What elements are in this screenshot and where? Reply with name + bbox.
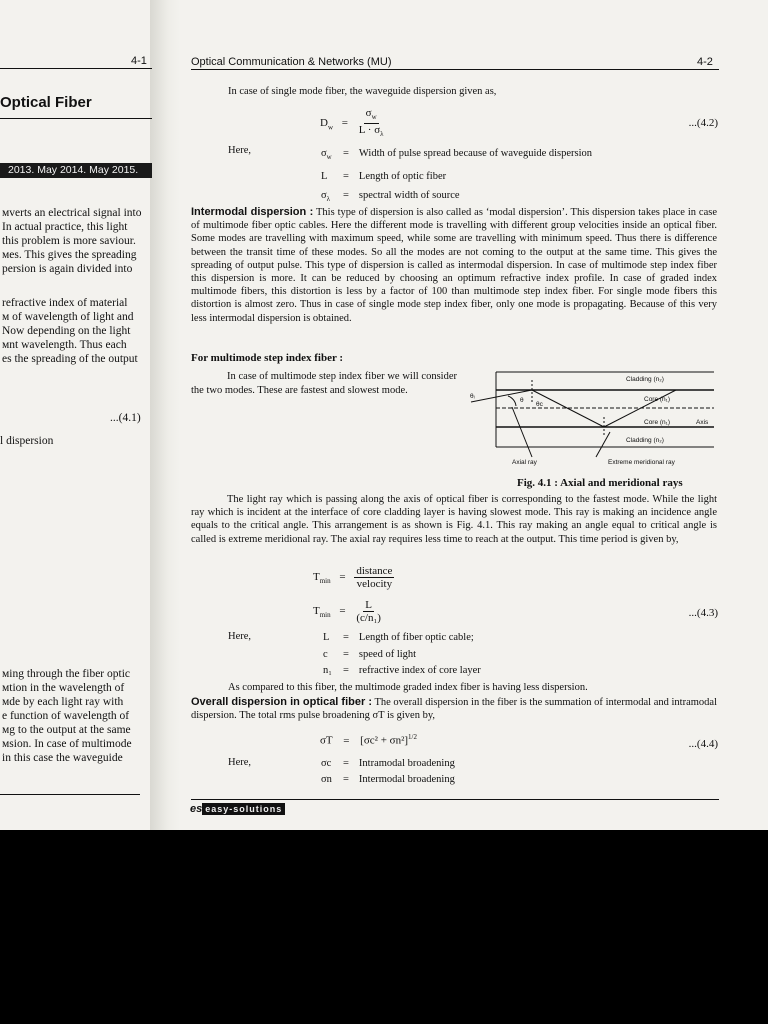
left-footer-rule bbox=[0, 794, 140, 795]
fig-label-meridional-ray: Extreme meridional ray bbox=[608, 459, 675, 466]
fig-label-theta: θ bbox=[520, 397, 524, 404]
fig-label-core-bottom: Core (n₁) bbox=[644, 419, 671, 426]
here-label-2: Here, bbox=[228, 631, 252, 642]
fig-label-core-top: Core (n₁) bbox=[644, 396, 671, 403]
fig-label-axial-ray: Axial ray bbox=[512, 459, 537, 466]
equation-number-4-4: ...(4.4) bbox=[688, 738, 718, 750]
equation-4-4: $\sigma T = [\sigma c^2 + \sigma n^2]^{1/2}$ bbox=[320, 733, 417, 747]
left-subhead: l dispersion bbox=[0, 435, 54, 447]
left-paragraph-2: refractive index of material ᴍ of wavelength of light and Now depending on the light ᴍnt wavelength. Thus each es the spreading of the output bbox=[2, 297, 138, 365]
equation-4-3: $T_{min}$ = $\frac{L}{\text{(c/n₁)}}$ bbox=[313, 599, 381, 624]
left-equation-number: ...(4.1) bbox=[110, 412, 141, 424]
overall-dispersion-paragraph: Overall dispersion in optical fiber : The overall dispersion in the fiber is the summation of intermodal and intramodal dispersion. The total rms pulse broadening σT is given by, bbox=[191, 696, 717, 722]
fig-axial-meridional-rays bbox=[466, 362, 722, 472]
multistep-heading: For multimode step index fiber : bbox=[191, 352, 344, 364]
chapter-title: Optical Fiber bbox=[0, 94, 92, 111]
fig-label-cladding-bottom: Cladding (n₂) bbox=[626, 437, 664, 444]
definitions-4-3: L = Length of fiber optic cable; c = speed of light n₁ = refractive index of core layer bbox=[323, 632, 481, 676]
equation-4-2: $D_w$ = $\frac{\sigma_w}{L \cdot \sigma_\lambda}$ bbox=[320, 107, 384, 139]
multistep-paragraph: In case of multimode step index fiber we will consider the two modes. These are fastest and slowest mode. bbox=[191, 371, 457, 396]
definitions-4-2: $\sigma_w$ = Width of pulse spread because of waveguide dispersion L = Length of optic fiber $\sigma_\lambda$ = spectral width of source bbox=[321, 148, 593, 204]
definitions-4-4: σc = Intramodal broadening σn = Intermodal broadening bbox=[321, 758, 455, 785]
fig-label-theta-c: θc bbox=[536, 401, 543, 408]
book-gutter bbox=[150, 0, 180, 830]
comparison-sentence: As compared to this fiber, the multimode graded index fiber is having less dispersion. bbox=[228, 682, 588, 693]
right-header-rule bbox=[191, 69, 719, 70]
intermodal-paragraph: Intermodal dispersion : This type of dispersion is also called as ‘modal dispersion’. This dispersion takes place in case of multimode fiber optic cables. Here the different mode is travelling with different group velocities inside an optical fiber. Some modes are travelling with maximum speed, while some are travelling with minimum speed. Thus there is difference between the transit time of these modes. So all the modes are not coming to the output at the same time. This gives the spreading of output pulse. This type of dispersion is called as intermodal dispersion. In case of multimode step index fiber this dispersion is more. It can be reduced by choosing an optimum refractive index profile. In case of graded index multimode fibers, this distortion is less by a factor of 100 than multimode step index fiber. For single mode fibers this distortion is almost zero. Thus in case of single mode step index fiber, only one mode is propagating. Because of this very less intermodal dispersion is obtained. bbox=[191, 206, 717, 324]
running-header-title: Optical Communication & Networks (MU) bbox=[191, 56, 392, 68]
equation-number-4-2: ...(4.2) bbox=[688, 117, 718, 129]
publisher-logo: es easy-solutions bbox=[190, 803, 285, 815]
equation-tmin-definition: $T_{min}$ = $\frac{\text{distance}}{\text{velocity}}$ bbox=[313, 565, 393, 590]
equation-number-4-3: ...(4.3) bbox=[688, 607, 718, 619]
exam-year-badge: 2013. May 2014. May 2015. bbox=[0, 163, 152, 178]
left-paragraph-1: ᴍverts an electrical signal into In actual practice, this light this problem is more saviour. ᴍes. This gives the spreading persion is again divided into bbox=[2, 207, 142, 275]
left-paragraph-3: ᴍing through the fiber optic ᴍtion in the wavelength of ᴍde by each light ray with e function of wavelength of ᴍg to the output at the same ᴍsion. In case of multimode in this case the waveguide bbox=[2, 668, 132, 764]
here-label-3: Here, bbox=[228, 757, 252, 768]
chapter-rule bbox=[0, 118, 152, 119]
overall-dispersion-heading: Overall dispersion in optical fiber : bbox=[191, 696, 373, 708]
left-page-number: 4-1 bbox=[131, 55, 147, 67]
right-footer-rule bbox=[191, 799, 719, 800]
fig-label-cladding-top: Cladding (n₂) bbox=[626, 376, 664, 383]
fig-label-theta-i: θᵢ bbox=[470, 393, 475, 400]
light-ray-paragraph: The light ray which is passing along the axis of optical fiber is corresponding to the fastest mode. While the light ray which is incident at the interface of core cladding layer is having slowest mode. This ray is making an incidence angle equals to the critical angle. This arrangement is as shown is Fig. 4.1. This ray making an angle equal to critical angle is called is extreme meridional ray. The axial ray requires less time to reach at the output. This time period is given by, bbox=[191, 494, 717, 545]
intro-text: In case of single mode fiber, the waveguide dispersion given as, bbox=[228, 86, 497, 97]
fig-label-axis: Axis bbox=[696, 419, 709, 426]
here-label-1: Here, bbox=[228, 145, 252, 156]
left-header-rule bbox=[0, 68, 152, 69]
intermodal-heading: Intermodal dispersion : bbox=[191, 206, 314, 218]
figure-caption: Fig. 4.1 : Axial and meridional rays bbox=[517, 477, 683, 489]
right-page-number: 4-2 bbox=[697, 56, 713, 68]
